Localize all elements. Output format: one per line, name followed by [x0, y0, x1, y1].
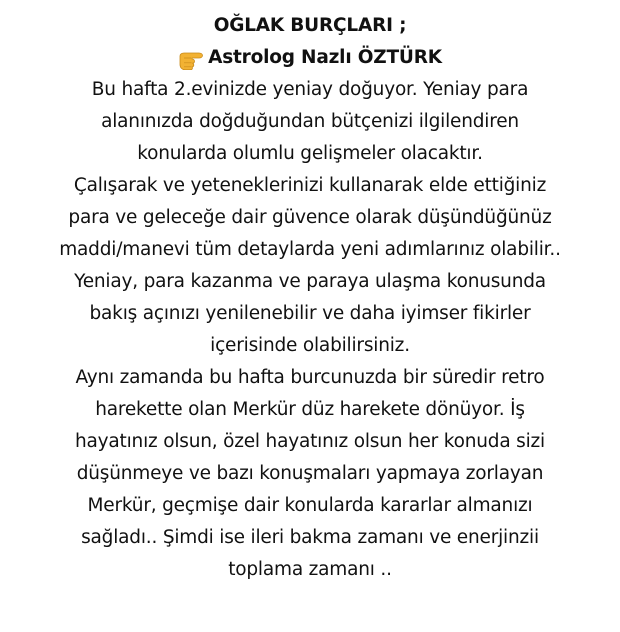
body-line: harekette olan Merkür düz harekete dönüyor. İş [95, 399, 525, 420]
body-line: Merkür, geçmişe dair konularda kararlar almanızı [87, 495, 533, 516]
body-line: içerisinde olabilirsiniz. [210, 335, 410, 356]
horoscope-post [0, 10, 620, 586]
body-line: para ve geleceğe dair güvence olarak düşündüğünüz [68, 207, 552, 228]
author-line [0, 42, 620, 74]
body-line: maddi/manevi tüm detaylarda yeni adımlarınız olabilir.. [59, 239, 561, 260]
body-line: konularda olumlu gelişmeler olacaktır. [137, 143, 483, 164]
body-line: Bu hafta 2.evinizde yeniay doğuyor. Yeniay para [91, 79, 529, 100]
author-name: Astrolog Nazlı ÖZTÜRK [208, 47, 442, 68]
body-line: Yeniay, para kazanma ve paraya ulaşma konusunda [74, 271, 546, 292]
pointing-hand-icon [178, 46, 206, 70]
body-line: toplama zamanı .. [228, 559, 392, 580]
body-line: Çalışarak ve yeteneklerinizi kullanarak elde ettiğiniz [73, 175, 547, 196]
body-line: düşünmeye ve bazı konuşmaları yapmaya zorlayan [76, 463, 544, 484]
body-line: bakış açınızı yenilenebilir ve daha iyimser fikirler [89, 303, 531, 324]
body-line: sağladı.. Şimdi ise ileri bakma zamanı ve enerjinzii [81, 527, 539, 548]
body-line: alanınızda doğduğundan bütçenizi ilgilendiren [101, 111, 519, 132]
body-line: hayatınız olsun, özel hayatınız olsun her konuda sizi [75, 431, 545, 452]
body-line: Aynı zamanda bu hafta burcunuzda bir süredir retro [75, 367, 545, 388]
post-title: OĞLAK BURÇLARI ; [213, 15, 407, 36]
